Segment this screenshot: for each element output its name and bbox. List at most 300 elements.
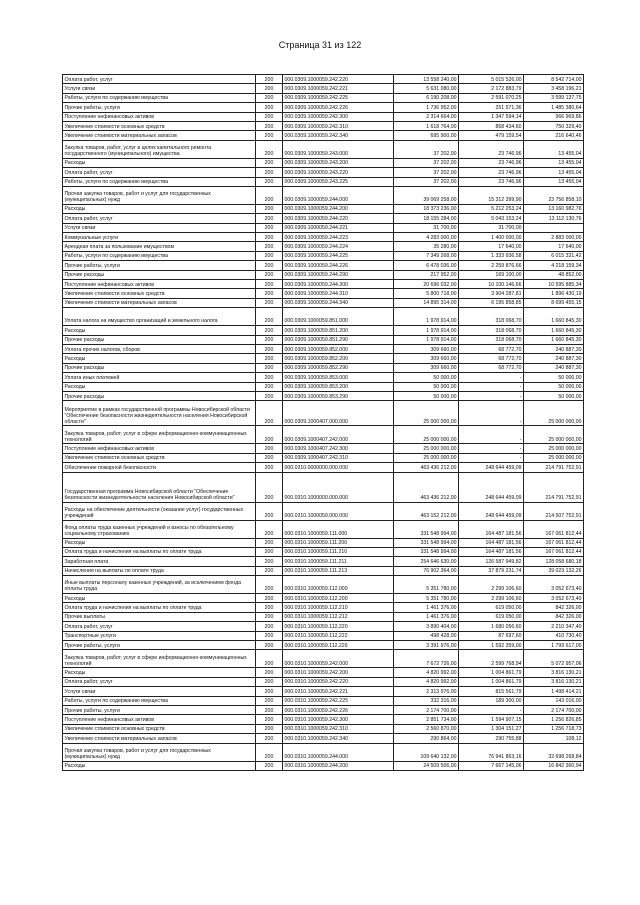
remaining-amount-cell: 16 842 360,94 (524, 761, 584, 770)
executed-amount-cell: 318 068,70 (459, 326, 524, 335)
table-row (63, 168, 584, 177)
budget-class-code-cell: 000.0309.1000059.851.290 (283, 335, 394, 344)
budget-class-code-cell: 000.0309.1000059.244.300 (283, 280, 394, 289)
remaining-amount-cell: 1 660 845,30 (524, 335, 584, 344)
row-name-cell: Прочие выплаты (63, 612, 256, 621)
row-name-cell: Увеличение стоимости материальных запасов (63, 734, 256, 743)
row-name-cell: Увеличение стоимости основных средств (63, 453, 256, 462)
executed-amount-cell: 868 434,60 (459, 121, 524, 130)
table-row (63, 576, 584, 594)
table-row (63, 391, 584, 400)
row-name-cell: Расходы (63, 761, 256, 770)
line-code-cell: 200 (256, 603, 283, 612)
approved-amount-cell: 14 895 314,00 (394, 298, 459, 307)
remaining-amount-cell: 167 061 812,44 (524, 538, 584, 547)
table-row (63, 687, 584, 696)
budget-class-code-cell: 000.0310.1000059.112.210 (283, 603, 394, 612)
budget-class-code-cell: 000.0309.1000059.244.226 (283, 261, 394, 270)
remaining-amount-cell: 216 640,46 (524, 131, 584, 140)
executed-amount-cell: 318 068,70 (459, 335, 524, 344)
line-code-cell: 200 (256, 140, 283, 158)
row-name-cell: Коммунальные услуги (63, 233, 256, 242)
approved-amount-cell: 5 800 718,00 (394, 289, 459, 298)
line-code-cell: 200 (256, 687, 283, 696)
approved-amount-cell: 2 314 664,00 (394, 112, 459, 121)
remaining-amount-cell: 23 756 858,10 (524, 186, 584, 204)
budget-class-code-cell: 000.0310.1000059.111.210 (283, 547, 394, 556)
remaining-amount-cell: 2 883 000,00 (524, 233, 584, 242)
executed-amount-cell: 23 746,96 (459, 140, 524, 158)
budget-class-code-cell: 000.0309.1000059.851.000 (283, 308, 394, 326)
budget-execution-table (62, 74, 584, 771)
row-name-cell: Прочие работы, услуги (63, 641, 256, 650)
row-name-cell: Прочие работы, услуги (63, 261, 256, 270)
budget-class-code-cell: 000.0309.1000059.853.200 (283, 382, 394, 391)
row-name-cell: Оплата работ, услуг (63, 75, 256, 84)
line-code-cell: 200 (256, 223, 283, 232)
budget-class-code-cell: 000.0309.1000059.244.340 (283, 298, 394, 307)
budget-class-code-cell: 000.0310.1000059.000.000 (283, 502, 394, 520)
executed-amount-cell: - (459, 373, 524, 382)
remaining-amount-cell: 32 698 268,84 (524, 743, 584, 761)
approved-amount-cell: 39 069 258,00 (394, 186, 459, 204)
line-code-cell: 200 (256, 426, 283, 444)
executed-amount-cell: 68 772,70 (459, 354, 524, 363)
executed-amount-cell: 6 195 858,85 (459, 298, 524, 307)
executed-amount-cell: 2 299 106,60 (459, 576, 524, 594)
approved-amount-cell: 4 820 992,00 (394, 668, 459, 677)
row-name-cell: Поступление нефинансовых активов (63, 715, 256, 724)
executed-amount-cell: 23 746,96 (459, 158, 524, 167)
remaining-amount-cell: 1 485 380,64 (524, 103, 584, 112)
line-code-cell: 200 (256, 280, 283, 289)
table-row (63, 715, 584, 724)
remaining-amount-cell: 25 000 000,00 (524, 401, 584, 426)
remaining-amount-cell: 240 887,30 (524, 354, 584, 363)
row-name-cell: Работы, услуги по содержанию имущества (63, 251, 256, 260)
remaining-amount-cell: 4 218 159,34 (524, 261, 584, 270)
table-row (63, 520, 584, 538)
budget-class-code-cell: 000.0309.1000059.853.290 (283, 391, 394, 400)
budget-class-code-cell: 000.0309.1000059.244.223 (283, 233, 394, 242)
remaining-amount-cell: 50 000,00 (524, 391, 584, 400)
line-code-cell: 200 (256, 131, 283, 140)
line-code-cell: 200 (256, 308, 283, 326)
executed-amount-cell: - (459, 426, 524, 444)
row-name-cell: Поступление нефинансовых активов (63, 280, 256, 289)
approved-amount-cell: 3 391 976,00 (394, 641, 459, 650)
table-row (63, 743, 584, 761)
budget-class-code-cell: 000.0310.1000059.111.000 (283, 520, 394, 538)
line-code-cell: 200 (256, 93, 283, 102)
line-code-cell: 200 (256, 734, 283, 743)
table-row (63, 668, 584, 677)
line-code-cell: 200 (256, 612, 283, 621)
approved-amount-cell: 2 174 700,00 (394, 705, 459, 714)
approved-amount-cell: 25 000 000,00 (394, 453, 459, 462)
remaining-amount-cell (524, 223, 584, 232)
budget-class-code-cell: 000.0309.1000059.244.225 (283, 251, 394, 260)
budget-class-code-cell: 000.0309.1000059.243.200 (283, 158, 394, 167)
remaining-amount-cell: 3 458 196,21 (524, 84, 584, 93)
table-row (63, 761, 584, 770)
line-code-cell: 200 (256, 453, 283, 462)
line-code-cell: 200 (256, 326, 283, 335)
table-row (63, 326, 584, 335)
table-row (63, 538, 584, 547)
executed-amount-cell: 164 487 181,56 (459, 520, 524, 538)
row-name-cell: Заработная плата (63, 557, 256, 566)
row-name-cell: Услуги связи (63, 84, 256, 93)
row-name-cell: Расходы на обеспечение деятельности (оказание услуг) государственных учреждений (63, 502, 256, 520)
table-row (63, 677, 584, 686)
remaining-amount-cell: 966 969,86 (524, 112, 584, 121)
budget-class-code-cell: 000.0309.1000059.244.290 (283, 270, 394, 279)
remaining-amount-cell: 410 730,40 (524, 631, 584, 640)
executed-amount-cell: 1 004 861,79 (459, 677, 524, 686)
row-name-cell: Государственная программа Новосибирской области "Обеспечение безопасности жизнедеятельности населения Новосибирской области" (63, 472, 256, 502)
budget-class-code-cell: 000.0310.1000059.242.310 (283, 724, 394, 733)
table-row (63, 112, 584, 121)
line-code-cell: 200 (256, 668, 283, 677)
approved-amount-cell: 37 202,00 (394, 158, 459, 167)
budget-class-code-cell: 000.0309.1000407.242.300 (283, 444, 394, 453)
executed-amount-cell: 189 300,00 (459, 696, 524, 705)
executed-amount-cell: 68 772,70 (459, 344, 524, 353)
executed-amount-cell: 1 680 056,60 (459, 622, 524, 631)
executed-amount-cell: 23 746,96 (459, 168, 524, 177)
budget-class-code-cell: 000.0309.1000407.242.000 (283, 426, 394, 444)
remaining-amount-cell: 13 455,04 (524, 158, 584, 167)
budget-class-code-cell: 000.0309.1000059.243.000 (283, 140, 394, 158)
row-name-cell: Уплата налога на имущество организаций и земельного налога (63, 308, 256, 326)
remaining-amount-cell: 167 061 812,44 (524, 520, 584, 538)
approved-amount-cell: 35 280,00 (394, 242, 459, 251)
approved-amount-cell: 1 461 376,00 (394, 603, 459, 612)
approved-amount-cell: 50 000,00 (394, 382, 459, 391)
line-code-cell: 200 (256, 650, 283, 668)
line-code-cell: 200 (256, 724, 283, 733)
executed-amount-cell: 619 050,00 (459, 603, 524, 612)
line-code-cell: 200 (256, 472, 283, 502)
line-code-cell: 200 (256, 715, 283, 724)
table-row (63, 382, 584, 391)
line-code-cell: 200 (256, 204, 283, 213)
budget-class-code-cell: 000.0309.1000059.244.000 (283, 186, 394, 204)
approved-amount-cell: 309 660,00 (394, 354, 459, 363)
row-name-cell: Оплата работ, услуг (63, 168, 256, 177)
approved-amount-cell: 37 202,00 (394, 177, 459, 186)
table-row (63, 463, 584, 472)
remaining-amount-cell: 128 058 680,18 (524, 557, 584, 566)
remaining-amount-cell: 3 816 130,21 (524, 668, 584, 677)
row-name-cell: Оплата работ, услуг (63, 677, 256, 686)
executed-amount-cell: 1 304 151,27 (459, 724, 524, 733)
executed-amount-cell: 15 312 399,90 (459, 186, 524, 204)
approved-amount-cell: 1 736 952,00 (394, 103, 459, 112)
budget-class-code-cell: 000.0310.1000059.112.222 (283, 631, 394, 640)
line-code-cell: 200 (256, 743, 283, 761)
executed-amount-cell: - (459, 391, 524, 400)
executed-amount-cell: 2 299 106,60 (459, 594, 524, 603)
budget-class-code-cell: 000.0310.1000059.242.226 (283, 705, 394, 714)
executed-amount-cell: 1 592 359,00 (459, 641, 524, 650)
table-row (63, 641, 584, 650)
approved-amount-cell: 3 890 404,00 (394, 622, 459, 631)
table-row (63, 186, 584, 204)
line-code-cell: 200 (256, 463, 283, 472)
remaining-amount-cell: 8 542 714,00 (524, 75, 584, 84)
budget-class-code-cell: 000.0310.1000059.242.225 (283, 696, 394, 705)
table-row (63, 223, 584, 232)
row-name-cell: Расходы (63, 668, 256, 677)
row-name-cell: Арендная плата за пользование имуществом (63, 242, 256, 251)
table-row (63, 622, 584, 631)
row-name-cell: Оплата труда и начисления на выплаты по оплате труда (63, 547, 256, 556)
row-name-cell: Оплата работ, услуг (63, 214, 256, 223)
row-name-cell: Увеличение стоимости основных средств (63, 121, 256, 130)
approved-amount-cell: 5 351 780,00 (394, 576, 459, 594)
table-row (63, 612, 584, 621)
approved-amount-cell: 20 696 032,00 (394, 280, 459, 289)
remaining-amount-cell: 143 016,00 (524, 696, 584, 705)
line-code-cell: 200 (256, 242, 283, 251)
row-name-cell: Расходы (63, 158, 256, 167)
line-code-cell: 200 (256, 576, 283, 594)
line-code-cell: 200 (256, 696, 283, 705)
budget-class-code-cell: 000.0309.1000059.243.225 (283, 177, 394, 186)
budget-class-code-cell: 000.0309.1000059.242.226 (283, 103, 394, 112)
executed-amount-cell: 5 212 253,24 (459, 204, 524, 213)
remaining-amount-cell: 3 052 673,40 (524, 576, 584, 594)
row-name-cell: Уплата прочих налогов, сборов (63, 344, 256, 353)
line-code-cell: 200 (256, 261, 283, 270)
line-code-cell: 200 (256, 538, 283, 547)
line-code-cell: 200 (256, 391, 283, 400)
table-row (63, 335, 584, 344)
remaining-amount-cell: 13 455,04 (524, 168, 584, 177)
approved-amount-cell: 18 373 236,00 (394, 204, 459, 213)
line-code-cell: 200 (256, 186, 283, 204)
approved-amount-cell: 76 902 364,00 (394, 566, 459, 575)
line-code-cell: 200 (256, 251, 283, 260)
budget-class-code-cell: 000.0310.1000059.242.220 (283, 677, 394, 686)
approved-amount-cell: 7 349 268,00 (394, 251, 459, 260)
executed-amount-cell: 169 100,00 (459, 270, 524, 279)
line-code-cell: 200 (256, 363, 283, 372)
budget-class-code-cell: 000.0309.1000407.000.000 (283, 401, 394, 426)
approved-amount-cell: 309 660,00 (394, 344, 459, 353)
budget-class-code-cell: 000.0309.1000059.852.290 (283, 363, 394, 372)
approved-amount-cell: 109 640 132,00 (394, 743, 459, 761)
approved-amount-cell: 463 152 212,00 (394, 502, 459, 520)
line-code-cell: 200 (256, 233, 283, 242)
table-row (63, 289, 584, 298)
row-name-cell: Оплата работ, услуг (63, 622, 256, 631)
executed-amount-cell: 1 347 594,14 (459, 112, 524, 121)
remaining-amount-cell: 50 000,00 (524, 373, 584, 382)
row-name-cell: Услуги связи (63, 687, 256, 696)
executed-amount-cell: 2 599 768,94 (459, 650, 524, 668)
table-row (63, 204, 584, 213)
approved-amount-cell: 254 646 630,00 (394, 557, 459, 566)
row-name-cell: Прочие расходы (63, 270, 256, 279)
line-code-cell: 200 (256, 520, 283, 538)
approved-amount-cell: 37 202,00 (394, 140, 459, 158)
remaining-amount-cell: 6 015 331,42 (524, 251, 584, 260)
table-body (63, 75, 584, 771)
table-row (63, 140, 584, 158)
row-name-cell: Закупка товаров, работ, услуг в сфере информационно-коммуникационных технологий (63, 650, 256, 668)
remaining-amount-cell: 25 000 000,00 (524, 453, 584, 462)
line-code-cell: 200 (256, 631, 283, 640)
table-row (63, 724, 584, 733)
approved-amount-cell: 24 509 506,00 (394, 761, 459, 770)
line-code-cell: 200 (256, 594, 283, 603)
approved-amount-cell: 50 000,00 (394, 373, 459, 382)
remaining-amount-cell: 1 896 430,19 (524, 289, 584, 298)
budget-class-code-cell: 000.0309.1000407.242.310 (283, 453, 394, 462)
approved-amount-cell: 498 428,00 (394, 631, 459, 640)
budget-class-code-cell: 000.0310.0000000.000.000 (283, 463, 394, 472)
budget-class-code-cell: 000.0309.1000059.244.224 (283, 242, 394, 251)
budget-class-code-cell: 000.0309.1000059.242.220 (283, 75, 394, 84)
row-name-cell: Увеличение стоимости основных средств (63, 724, 256, 733)
table-row (63, 93, 584, 102)
line-code-cell: 200 (256, 121, 283, 130)
approved-amount-cell: 331 548 994,00 (394, 538, 459, 547)
budget-class-code-cell: 000.0309.1000059.242.300 (283, 112, 394, 121)
line-code-cell: 200 (256, 103, 283, 112)
row-name-cell: Оплата труда и начисления на выплаты по оплате труда (63, 603, 256, 612)
executed-amount-cell: 87 697,60 (459, 631, 524, 640)
executed-amount-cell: - (459, 705, 524, 714)
approved-amount-cell: 7 672 726,00 (394, 650, 459, 668)
line-code-cell: 200 (256, 168, 283, 177)
remaining-amount-cell: 167 061 812,44 (524, 547, 584, 556)
row-name-cell: Увеличение стоимости материальных запасов (63, 131, 256, 140)
remaining-amount-cell: 1 256 826,85 (524, 715, 584, 724)
executed-amount-cell: 248 644 459,09 (459, 502, 524, 520)
budget-class-code-cell: 000.0309.1000059.242.221 (283, 84, 394, 93)
approved-amount-cell: 13 558 240,00 (394, 75, 459, 84)
approved-amount-cell: 1 978 914,00 (394, 335, 459, 344)
approved-amount-cell: 5 351 780,00 (394, 594, 459, 603)
remaining-amount-cell: 240 887,30 (524, 344, 584, 353)
remaining-amount-cell: 50 000,00 (524, 382, 584, 391)
row-name-cell: Расходы (63, 204, 256, 213)
table-row (63, 363, 584, 372)
row-name-cell: Прочие расходы (63, 391, 256, 400)
remaining-amount-cell: 842 326,00 (524, 612, 584, 621)
budget-class-code-cell: 000.0310.1000059.111.211 (283, 557, 394, 566)
approved-amount-cell: 2 851 734,00 (394, 715, 459, 724)
table-row (63, 242, 584, 251)
line-code-cell: 200 (256, 289, 283, 298)
executed-amount-cell: - (459, 453, 524, 462)
row-name-cell: Иные выплаты персоналу казенных учреждений, за исключением фонда оплаты труда (63, 576, 256, 594)
remaining-amount-cell: 3 599 137,75 (524, 93, 584, 102)
approved-amount-cell: 2 313 976,00 (394, 687, 459, 696)
approved-amount-cell: 50 000,00 (394, 391, 459, 400)
row-name-cell: Расходы (63, 354, 256, 363)
budget-class-code-cell: 000.0309.1000059.244.220 (283, 214, 394, 223)
line-code-cell: 200 (256, 158, 283, 167)
line-code-cell: 200 (256, 344, 283, 353)
budget-class-code-cell: 000.0310.1000059.242.300 (283, 715, 394, 724)
row-name-cell: Работы, услуги по содержанию имущества (63, 93, 256, 102)
remaining-amount-cell: 13 455,04 (524, 177, 584, 186)
remaining-amount-cell: 17 640,00 (524, 242, 584, 251)
table-row (63, 557, 584, 566)
table-row (63, 734, 584, 743)
executed-amount-cell: 3 904 287,81 (459, 289, 524, 298)
executed-amount-cell: 251 571,36 (459, 103, 524, 112)
executed-amount-cell: 1 333 936,58 (459, 251, 524, 260)
row-name-cell: Поступление нефинансовых активов (63, 444, 256, 453)
table-row (63, 566, 584, 575)
line-code-cell: 200 (256, 401, 283, 426)
executed-amount-cell: 37 879 231,74 (459, 566, 524, 575)
budget-class-code-cell: 000.0310.1000059.111.213 (283, 566, 394, 575)
table-row (63, 650, 584, 668)
executed-amount-cell: 1 400 000,00 (459, 233, 524, 242)
budget-class-code-cell: 000.0309.1000059.244.200 (283, 204, 394, 213)
line-code-cell: 200 (256, 502, 283, 520)
executed-amount-cell: - (459, 401, 524, 426)
row-name-cell: Расходы (63, 538, 256, 547)
budget-class-code-cell: 000.0310.1000059.112.220 (283, 622, 394, 631)
row-name-cell: Расходы (63, 382, 256, 391)
budget-class-code-cell: 000.0309.1000059.242.310 (283, 121, 394, 130)
table-row (63, 214, 584, 223)
row-name-cell: Расходы (63, 594, 256, 603)
budget-class-code-cell: 000.0310.1000059.112.226 (283, 641, 394, 650)
approved-amount-cell: 1 978 914,00 (394, 326, 459, 335)
remaining-amount-cell: 3 816 130,21 (524, 677, 584, 686)
row-name-cell: Начисления на выплаты по оплате труда (63, 566, 256, 575)
approved-amount-cell: 2 560 870,00 (394, 724, 459, 733)
executed-amount-cell: 248 644 459,09 (459, 463, 524, 472)
line-code-cell: 200 (256, 177, 283, 186)
executed-amount-cell: 290 755,88 (459, 734, 524, 743)
line-code-cell: 200 (256, 547, 283, 556)
executed-amount-cell: 31 700,00 (459, 223, 524, 232)
table-row (63, 280, 584, 289)
approved-amount-cell: 463 436 212,00 (394, 472, 459, 502)
remaining-amount-cell: 214 507 752,91 (524, 502, 584, 520)
approved-amount-cell: 290 864,00 (394, 734, 459, 743)
remaining-amount-cell: 25 000 000,00 (524, 426, 584, 444)
line-code-cell: 200 (256, 557, 283, 566)
table-row (63, 354, 584, 363)
line-code-cell: 200 (256, 641, 283, 650)
approved-amount-cell: 331 548 994,00 (394, 547, 459, 556)
budget-class-code-cell: 000.0309.1000059.852.200 (283, 354, 394, 363)
approved-amount-cell: 25 000 000,00 (394, 401, 459, 426)
approved-amount-cell: 1 618 764,00 (394, 121, 459, 130)
budget-class-code-cell: 000.0309.1000059.243.220 (283, 168, 394, 177)
executed-amount-cell: 619 050,00 (459, 612, 524, 621)
row-name-cell: Закупка товаров, работ, услуг в сфере информационно-коммуникационных технологий (63, 426, 256, 444)
remaining-amount-cell: 8 699 455,15 (524, 298, 584, 307)
approved-amount-cell: 5 631 080,00 (394, 84, 459, 93)
remaining-amount-cell: 214 791 752,91 (524, 472, 584, 502)
table-row (63, 251, 584, 260)
approved-amount-cell: 309 660,00 (394, 363, 459, 372)
executed-amount-cell: 23 746,96 (459, 177, 524, 186)
budget-class-code-cell: 000.0310.1000059.112.212 (283, 612, 394, 621)
